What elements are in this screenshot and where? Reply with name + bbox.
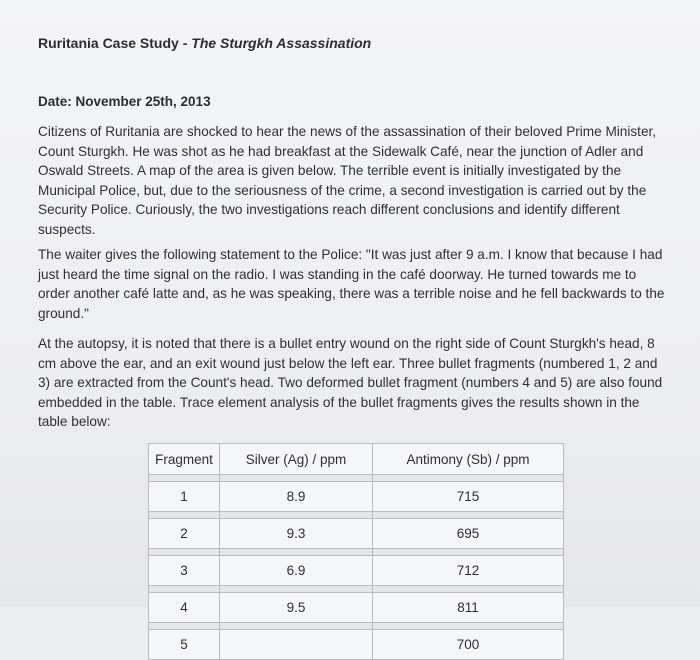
table-row xyxy=(149,519,564,549)
table-cell: 811 xyxy=(373,593,564,623)
table-row xyxy=(149,630,564,660)
table-cell: 715 xyxy=(373,482,564,512)
table-header-row xyxy=(149,444,564,475)
table-cell: 6.9 xyxy=(220,556,373,586)
paragraph-waiter-statement: The waiter gives the following statement to the Police: "It was just after 9 a.m. I know that because I had just heard the time signal on the radio. I was standing in the café doorway. He turned towards me to order another café latte and, as he was speaking, there was a terrible noise and he fell backwards to the ground." xyxy=(38,247,665,321)
table-cell: 712 xyxy=(373,556,564,586)
document-header xyxy=(38,35,371,51)
table-cell: 9.5 xyxy=(220,593,373,623)
fragment-table xyxy=(148,443,564,660)
table-cell: 700 xyxy=(373,630,564,660)
table-cell xyxy=(220,630,373,660)
paragraph-intro: Citizens of Ruritania are shocked to hear the news of the assassination of their beloved Prime Minister, Count Sturgkh. He was shot as he had breakfast at the Sidewalk Café, near the junction of Adler and Oswald Streets. A map of the area is given below. The terrible event is initially investigated by the Municipal Police, but, due to the seriousness of the crime, a second investigation is carried out by the Security Police. Curiously, the two investigations reach different conclusions and identify different suspects. xyxy=(38,124,657,237)
table-cell: 8.9 xyxy=(220,482,373,512)
table-cell: 2 xyxy=(149,519,220,549)
paragraph-autopsy: At the autopsy, it is noted that there is a bullet entry wound on the right side of Count Sturgkh's head, 8 cm above the ear, and an exit wound just below the left ear. Three bullet fragments (numbered 1, 2 and 3) are extracted from the Count's head. Two deformed bullet fragment (numbers 4 and 5) are also found embedded in the table. Trace element analysis of the bullet fragments gives the results shown in the table below: xyxy=(38,336,663,429)
table-cell: 9.3 xyxy=(220,519,373,549)
header-title-sub: The Sturgkh Assassination xyxy=(191,35,372,51)
table-row xyxy=(149,482,564,512)
table-row xyxy=(149,593,564,623)
table-header-cell: Antimony (Sb) / ppm xyxy=(373,444,564,475)
date-line: Date: November 25th, 2013 xyxy=(38,94,211,109)
table-cell: 4 xyxy=(149,593,220,623)
table-header-cell: Silver (Ag) / ppm xyxy=(220,444,373,475)
header-title-main: Ruritania Case Study - xyxy=(38,35,192,51)
table-cell: 695 xyxy=(373,519,564,549)
table-cell: 3 xyxy=(149,556,220,586)
table-cell: 1 xyxy=(149,482,220,512)
table-header-cell: Fragment xyxy=(149,444,220,475)
table-row xyxy=(149,556,564,586)
table-cell: 5 xyxy=(149,630,220,660)
